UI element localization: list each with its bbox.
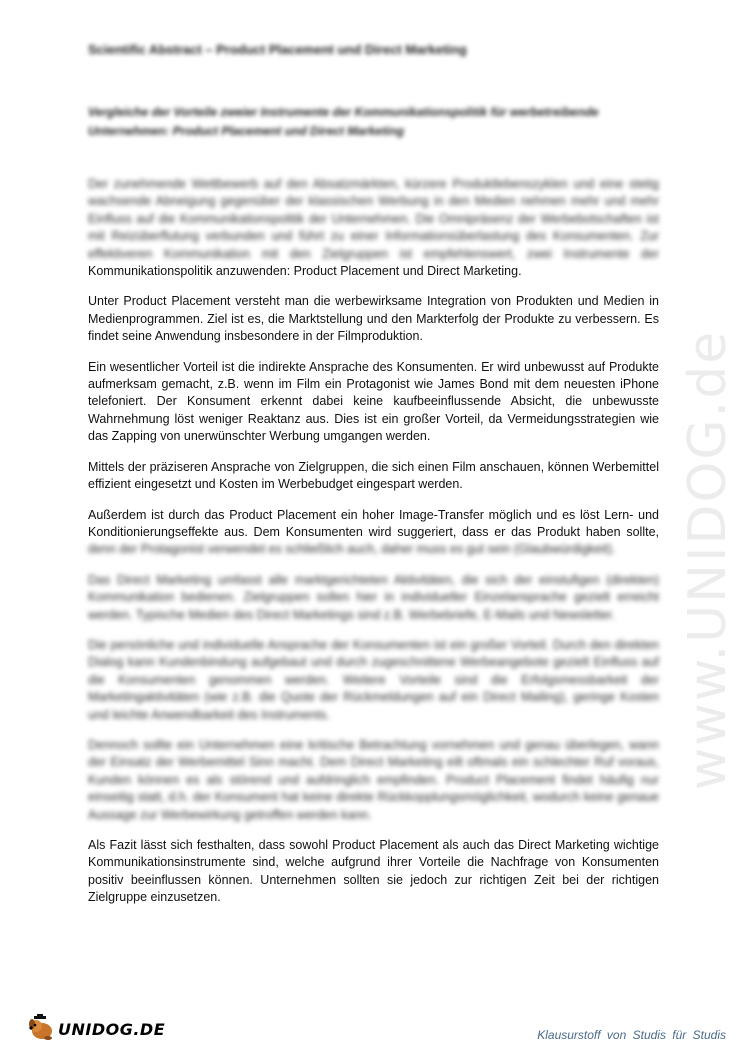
watermark-text: www.UNIDOG.de (678, 329, 738, 791)
paragraph-target-groups: Mittels der präziseren Ansprache von Zielgruppen, die sich einen Film anschauen, können Werbemittel effizient eingesetzt und Kosten im Werbebudget eingespart werden. (88, 459, 659, 492)
paragraph-intro-blurred: Der zunehmende Wettbewerb auf den Absatzmärkten, kürzere Produktlebenszyklen und eine stetig wachsende Abneigung gegenüber der klassischen Werbung in den Medien nehmen mehr und mehr Einfluss auf die Kommunikationspolitik der Unternehmen. Die Omnipräsenz der Werbebotschaften ist mit Reizüberflutung verbunden und führt zu einer Informationsüberlastung des Konsumenten. Zur effektiveren Kommunikation mit den Zielgruppen ist empfehlenswert, zwei Instrumente der (88, 177, 659, 261)
paragraph-indirect-address: Ein wesentlicher Vorteil ist die indirekte Ansprache des Konsumenten. Er wird unbewusst auf Produkte aufmerksam gemacht, z.B. wenn im Film ein Protagonist wie James Bond mit dem neuesten iPhone telefoniert. Der Konsument erkennt dabei keine kaufbeeinflussende Absicht, die unbewusste Wahrnehmung löst weniger Reaktanz aus. Dies ist ein großer Vorteil, da Vermeidungsstrategien wie das Zapping von unerwünschter Werbung umgangen werden. (88, 359, 659, 444)
paragraph-conclusion: Als Fazit lässt sich festhalten, dass sowohl Product Placement als auch das Direct Marketing wichtige Kommunikationsinstrumente sind, welche aufgrund ihrer Vorteile die Nachfrage von Konsumenten positiv beeinflussen können. Unternehmen sollten sie jedoch zur richtigen Zeit bei der richtigen Zielgruppe einzusetzen. (88, 838, 659, 905)
paragraph-direct-marketing-advantages: Die persönliche und individuelle Ansprache der Konsumenten ist ein großer Vorteil. Durch den direkten Dialog kann Kundenbindung aufgebaut und durch zugeschnittene Werbeangebote gezielt Einfluss auf die Konsumenten genommen werden. Weitere Vorteile sind die Erfolgsmessbarkeit der Marketingaktivitäten (wie z.B. die Quote der Rückmeldungen auf ein Direct Mailing), geringe Kosten und leichte Anwendbarkeit des Instruments. (88, 637, 659, 722)
paragraph-intro (88, 176, 659, 280)
paragraph-direct-marketing-definition: Das Direct Marketing umfasst alle marktgerichteten Aktivitäten, die sich der einstufigen (direkten) Kommunikation bedienen. Zielgruppen sollen hier in individueller Einzelansprache gezielt erreicht werden. Typische Medien des Direct Marketings sind z.B. Werbebriefe, E-Mails und Newsletter. (88, 572, 659, 622)
paragraph-product-placement-definition: Unter Product Placement versteht man die werbewirksame Integration von Produkten und Medien in Medienprogrammen. Ziel ist es, die Marktstellung und den Markterfolg der Produkte zu verbessern. Es findet seine Anwendung insbesondere in der Filmproduktion. (88, 294, 659, 344)
document-body (88, 176, 659, 920)
document-title: Scientific Abstract – Product Placement und Direct Marketing (88, 42, 467, 57)
paragraph-image-transfer (88, 507, 659, 559)
paragraph-intro-visible: Kommunikationspolitik anzuwenden: Product Placement und Direct Marketing. (88, 264, 522, 279)
paragraph-image-transfer-blurred: denn der Protagonist verwendet es schließlich auch, daher muss es gut sein (Glaubwürdigkeit). (88, 542, 616, 557)
footer-logo-link[interactable] (26, 1014, 165, 1044)
document-subtitle: Vergleiche der Vorteile zweier Instrumente der Kommunikationspolitik für werbetreibende Unternehmen: Product Placement und Direct Marketing (88, 105, 599, 138)
footer-tagline: Klausurstoff von Studis für Studis (537, 1028, 726, 1042)
footer-logo-text: UNIDOG.DE (58, 1019, 166, 1039)
paragraph-image-transfer-visible: Außerdem ist durch das Product Placement ein hoher Image-Transfer möglich und es löst Lern- und Konditionierungseffekte aus. Dem Konsumenten wird suggeriert, dass er das Produkt haben sollte, (88, 507, 659, 539)
paragraph-critical-review: Dennoch sollte ein Unternehmen eine kritische Betrachtung vornehmen und genau überlegen, wann der Einsatz der Werbemittel Sinn macht. Dem Direct Marketing eilt oftmals ein schlechter Ruf voraus, Kunden können es als störend und aufdringlich empfinden. Product Placement findet häufig nur einseitig statt, d.h. der Konsument hat keine direkte Rückkopplungsmöglichkeit, wodurch keine genaue Aussage zur Werbewirkung getroffen werden kann. (88, 737, 659, 822)
dog-icon (26, 1014, 56, 1044)
